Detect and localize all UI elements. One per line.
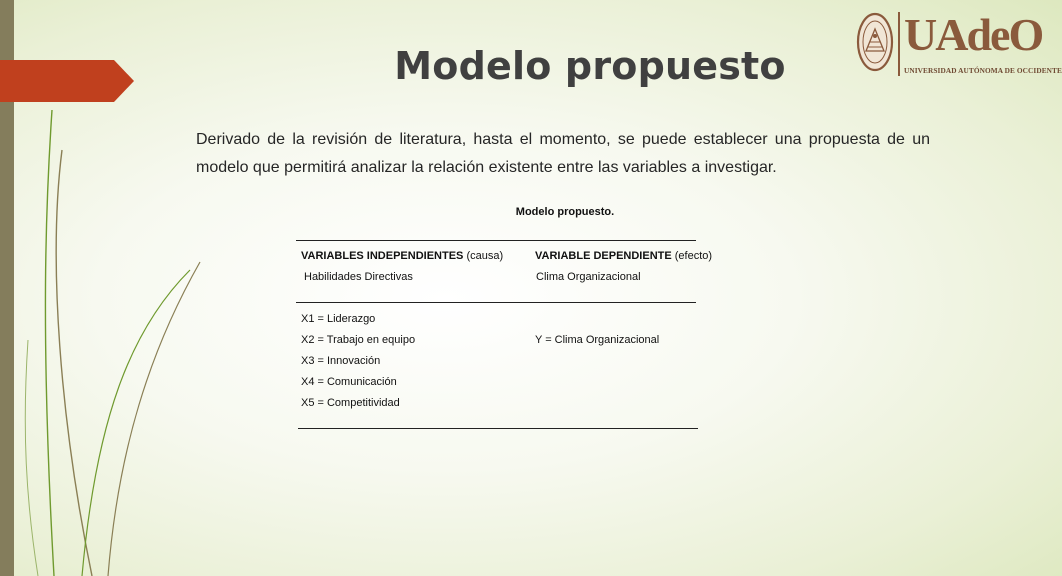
dependent-header [535, 250, 712, 262]
independent-category: Habilidades Directivas [304, 271, 413, 283]
table-top-rule [296, 240, 696, 241]
independent-variable-x3: X3 = Innovación [301, 355, 381, 367]
logo-wordmark: UAdeO [904, 9, 1043, 60]
table-middle-rule [296, 302, 696, 303]
independent-variable-x4: X4 = Comunicación [301, 376, 397, 388]
dependent-variable-y: Y = Clima Organizacional [535, 334, 660, 346]
independent-variable-x1: X1 = Liderazgo [301, 313, 376, 325]
table-caption: Modelo propuesto. [515, 206, 615, 218]
dependent-header-note: (efecto) [674, 250, 713, 262]
dependent-category: Clima Organizacional [536, 271, 641, 283]
table-bottom-rule [298, 428, 698, 429]
title-accent-tab [0, 60, 134, 102]
independent-header-label: VARIABLES INDEPENDIENTES [301, 250, 464, 262]
logo-divider [898, 12, 900, 76]
logo-subtitle: UNIVERSIDAD AUTÓNOMA DE OCCIDENTE [904, 66, 1062, 75]
independent-header [301, 250, 503, 262]
independent-header-note: (causa) [466, 250, 504, 262]
independent-variable-x5: X5 = Competitividad [301, 397, 400, 409]
independent-variable-x2: X2 = Trabajo en equipo [301, 334, 416, 346]
dependent-header-label: VARIABLE DEPENDIENTE [535, 250, 672, 262]
intro-paragraph: Derivado de la revisión de literatura, hasta el momento, se puede establecer una propuesta de un modelo que permitirá analizar la relación existente entre las variables a investigar. [196, 131, 930, 176]
university-seal-icon [856, 11, 894, 73]
page-title: Modelo propuesto [394, 44, 786, 88]
university-logo [854, 8, 1062, 78]
